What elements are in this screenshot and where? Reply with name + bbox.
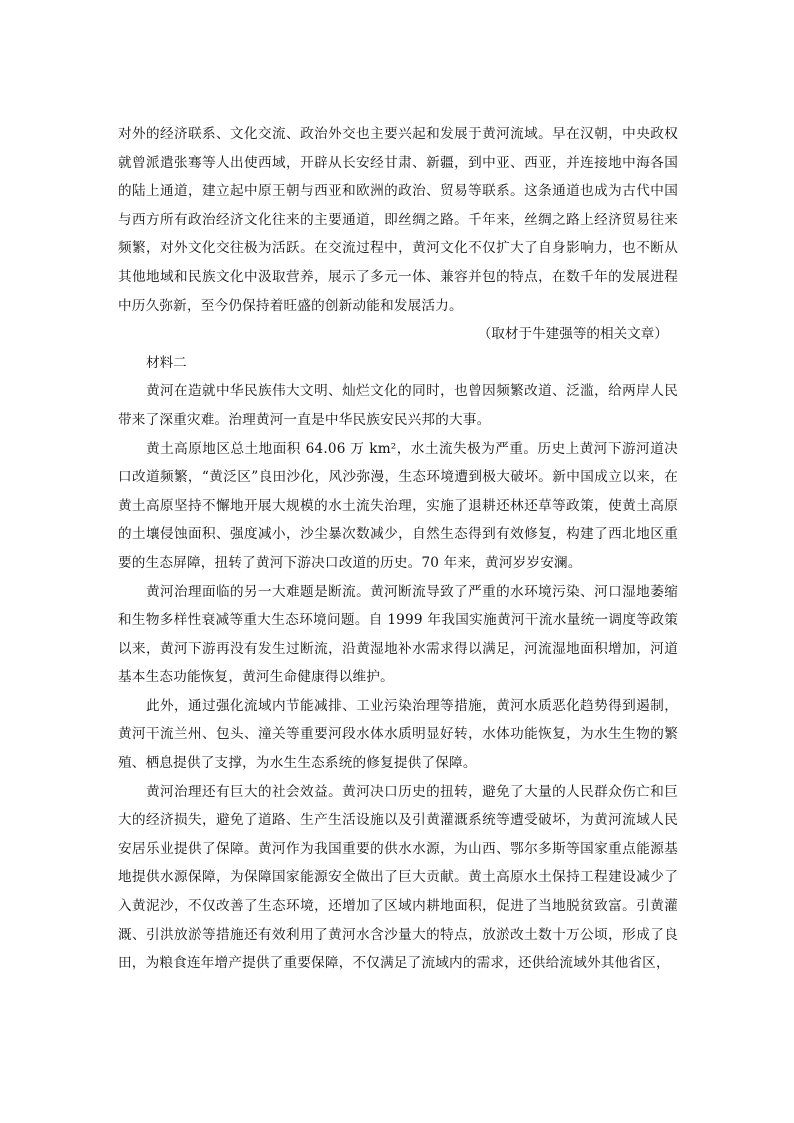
paragraph-water-quality: 此外，通过强化流域内节能减排、工业污染治理等措施，黄河水质恶化趋势得到遏制，黄河干流兰州、包头、潼关等重要河段水体水质明显好转，水体功能恢复，为水生生物的繁殖、栖息提供了支撑，为水生生态系统的修复提供了保障。 <box>118 697 678 772</box>
paragraph-flow-cutoff: 黄河治理面临的另一大难题是断流。黄河断流导致了严重的水环境污染、河口湿地萎缩和生物多样性衰减等重大生态环境问题。自 1999 年我国实施黄河干流水量统一调度等政策以来，黄河下游再没有发生过断流，沿黄湿地补水需求得以满足，河流湿地面积增加，河道基本生态功能恢复，黄河生命健康得以维护。 <box>118 583 678 686</box>
paragraph-flood-history: 黄河在造就中华民族伟大文明、灿烂文化的同时，也曾因频繁改道、泛滥，给两岸人民带来了深重灾难。治理黄河一直是中华民族安民兴邦的大事。 <box>118 383 678 428</box>
paragraph-loess-plateau: 黄土高原地区总土地面积 64.06 万 km²，水土流失极为严重。历史上黄河下游河道决口改道频繁，“黄泛区”良田沙化，风沙弥漫，生态环境遭到极大破坏。新中国成立以来，在黄土高原坚持不懈地开展大规模的水土流失治理，实施了退耕还林还草等政策，使黄土高原的土壤侵蚀面积、强度减小，沙尘暴次数减少，自然生态得到有效修复，构建了西北地区重要的生态屏障，扭转了黄河下游决口改道的历史。70 年来，黄河岁岁安澜。 <box>118 440 678 571</box>
source-citation: （取材于牛建强等的相关文章） <box>477 326 668 343</box>
document-page <box>118 120 678 978</box>
paragraph-silk-road: 对外的经济联系、文化交流、政治外交也主要兴起和发展于黄河流域。早在汉朝，中央政权就曾派遣张骞等人出使西域，开辟从长安经甘肃、新疆，到中亚、西亚，并连接地中海各国的陆上通道，建立起中原王朝与西亚和欧洲的政治、贸易等联系。这条通道也成为古代中国与西方所有政治经济文化往来的主要通道，即丝绸之路。千年来，丝绸之路上经济贸易往来频繁，对外文化交往极为活跃。在交流过程中，黄河文化不仅扩大了自身影响力，也不断从其他地域和民族文化中汲取营养，展示了多元一体、兼容并包的特点，在数千年的发展进程中历久弥新，至今仍保持着旺盛的创新动能和发展活力。 <box>118 126 678 314</box>
paragraph-social-benefits: 黄河治理还有巨大的社会效益。黄河决口历史的扭转，避免了大量的人民群众伤亡和巨大的经济损失，避免了道路、生产生活设施以及引黄灌溉系统等遭受破坏，为黄河流域人民安居乐业提供了保障。黄河作为我国重要的供水水源，为山西、鄂尔多斯等国家重点能源基地提供水源保障，为保障国家能源安全做出了巨大贡献。黄土高原水土保持工程建设减少了入黄泥沙，不仅改善了生态环境，还增加了区域内耕地面积，促进了当地脱贫致富。引黄灌溉、引洪放淤等措施还有效利用了黄河水含沙量大的特点，放淤改土数十万公顷，形成了良田，为粮食连年增产提供了重要保障，不仅满足了流域内的需求，还供给流域外其他省区， <box>118 783 678 972</box>
material-two-heading: 材料二 <box>146 354 187 371</box>
